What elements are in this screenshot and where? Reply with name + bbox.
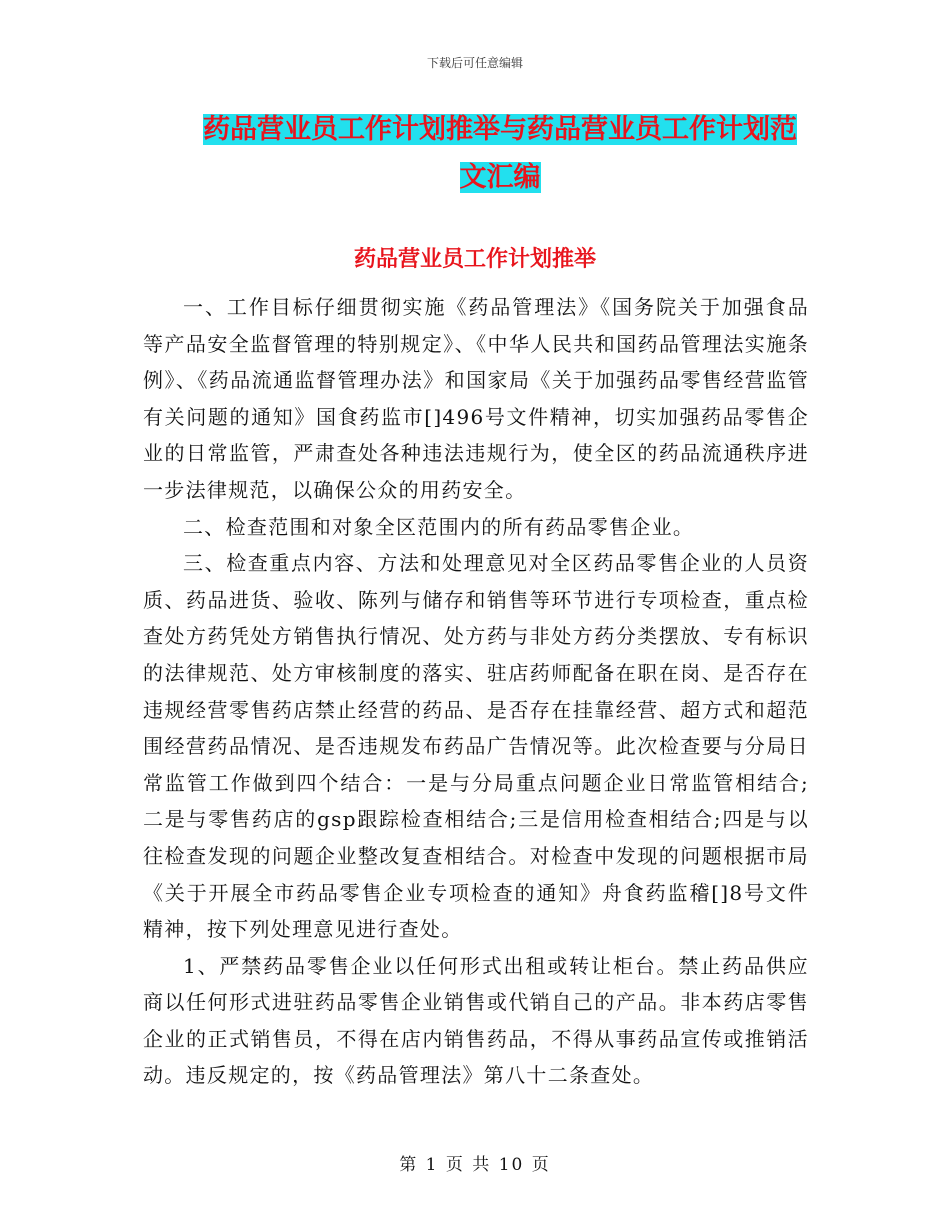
paragraph-4: 1、严禁药品零售企业以任何形式出租或转让柜台。禁止药品供应商以任何形式进驻药品零售企业销售或代销自己的产品。非本药店零售企业的正式销售员，不得在店内销售药品，不得从事药品宣传或推销活动。违反规定的，按《药品管理法》第八十二条查处。 — [143, 953, 809, 1088]
document-title-highlight: 药品营业员工作计划推举与药品营业员工作计划范文汇编 — [203, 114, 797, 193]
paragraph-2: 二、检查范围和对象全区范围内的所有药品零售企业。 — [183, 514, 695, 539]
paragraph-3: 三、检查重点内容、方法和处理意见对全区药品零售企业的人员资质、药品进货、验收、陈列与储存和销售等环节进行专项检查，重点检查处方药凭处方销售执行情况、处方药与非处方药分类摆放、专有标识的法律规范、处方审核制度的落实、驻店药师配备在职在岗、是否存在违规经营零售药店禁止经营的药品、是否存在挂靠经营、超方式和超范围经营药品情况、是否违规发布药品广告情况等。此次检查要与分局日常监管工作做到四个结合：一是与分局重点问题企业日常监管相结合;二是与零售药店的gsp跟踪检查相结合;三是信用检查相结合;四是与以往检查发现的问题企业整改复查相结合。对检查中发现的问题根据市局《关于开展全市药品零售企业专项检查的通知》舟食药监稽[]8号文件精神，按下列处理意见进行查处。 — [143, 551, 809, 942]
header-note: 下载后可任意编辑 — [426, 56, 523, 70]
page-footer: 第 1 页 共 10 页 — [399, 1155, 551, 1175]
body-text — [143, 289, 809, 1094]
paragraph-1: 一、工作目标仔细贯彻实施《药品管理法》《国务院关于加强食品等产品安全监督管理的特别规定》、《中华人民共和国药品管理法实施条例》、《药品流通监督管理办法》和国家局《关于加强药品零售经营监管有关问题的通知》国食药监市[]496号文件精神，切实加强药品零售企业的日常监管，严肃查处各种违法违规行为，使全区的药品流通秩序进一步法律规范，以确保公众的用药安全。 — [143, 295, 809, 502]
document-title — [190, 106, 810, 202]
section-title: 药品营业员工作计划推举 — [353, 247, 596, 272]
